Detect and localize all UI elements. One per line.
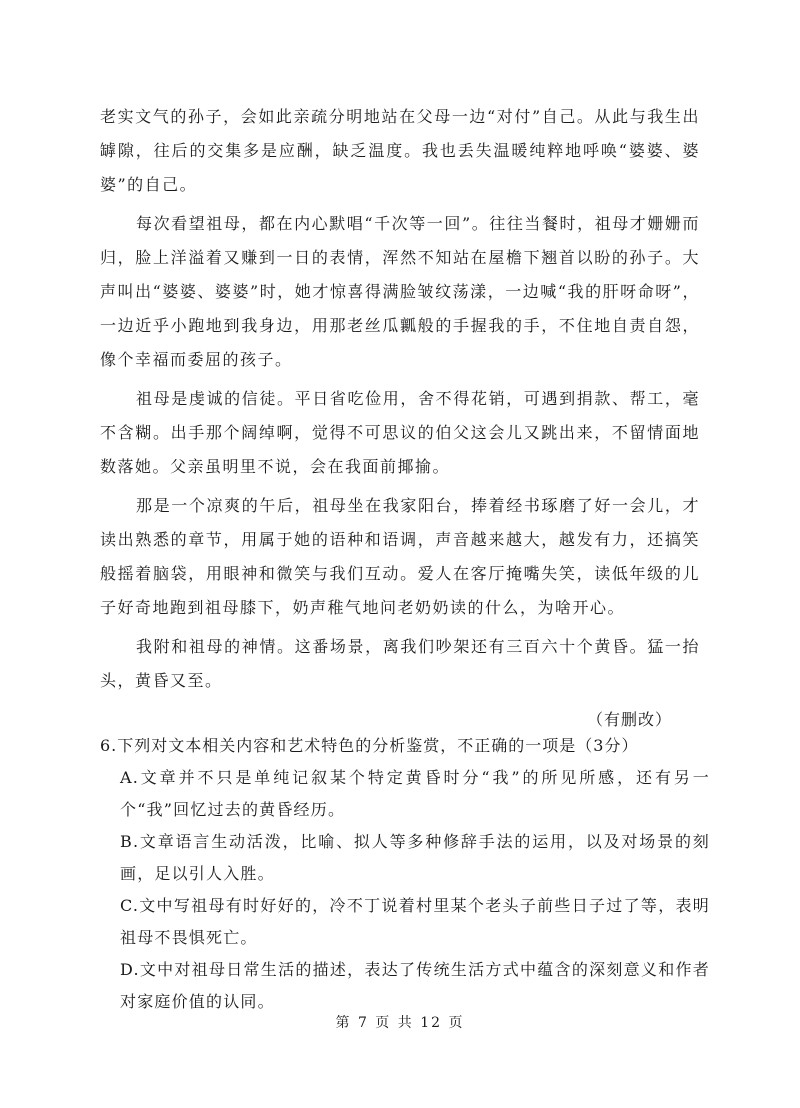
option-b: B.文章语言生动活泼，比喻、拟人等多种修辞手法的运用，以及对场景的刻画，足以引人入胜。 (120, 832, 710, 883)
question-stem: 6.下列对文本相关内容和艺术特色的分析鉴赏，不正确的一项是（3分） (100, 736, 639, 755)
article-paragraph: 老实文气的孙子，会如此亲疏分明地站在父母一边“对付”自己。从此与我生出罅隙，往后的交集多是应酬，缺乏温度。我也丢失温暖纯粹地呼唤“婆婆、婆婆”的自己。 (100, 107, 700, 194)
article-paragraph: 每次看望祖母，都在内心默唱“千次等一回”。往往当餐时，祖母才姗姗而归，脸上洋溢着又赚到一日的表情，浑然不知站在屋檐下翘首以盼的孙子。大声叫出“婆婆、婆婆”时，她才惊喜得满脸皱纹荡漾，一边喊“我的肝呀命呀”，一边近乎小跑地到我身边，用那老丝瓜瓤般的手握我的手，不住地自责自怨，像个幸福而委屈的孩子。 (100, 214, 700, 369)
source-note: （有删改） (586, 710, 672, 729)
article-paragraph: 那是一个凉爽的午后，祖母坐在我家阳台，捧着经书琢磨了好一会儿，才读出熟悉的章节，用属于她的语种和语调，声音越来越大，越发有力，还搞笑般摇着脑袋，用眼神和微笑与我们互动。爱人在客厅掩嘴失笑，读低年级的儿子好奇地跑到祖母膝下，奶声稚气地问老奶奶读的什么，为啥开心。 (100, 496, 700, 617)
option-a: A.文章并不只是单纯记叙某个特定黄昏时分“我”的所见所感，还有另一个“我”回忆过去的黄昏经历。 (120, 768, 710, 819)
option-c: C.文中写祖母有时好好的，冷不丁说着村里某个老头子前些日子过了等，表明祖母不畏惧死亡。 (120, 896, 710, 947)
question-block (100, 730, 710, 1018)
page-number: 第 7 页 共 12 页 (335, 1015, 465, 1031)
option-d: D.文中对祖母日常生活的描述，表达了传统生活方式中蕴含的深刻意义和作者对家庭价值的认同。 (120, 960, 710, 1011)
article-body (100, 100, 700, 737)
article-paragraph: 我附和祖母的神情。这番场景，离我们吵架还有三百六十个黄昏。猛一抬头，黄昏又至。 (100, 637, 700, 690)
article-paragraph: 祖母是虔诚的信徒。平日省吃俭用，舍不得花销，可遇到捐款、帮工，毫不含糊。出手那个阔绰啊，觉得不可思议的伯父这会儿又跳出来，不留情面地数落她。父亲虽明里不说，会在我面前揶揄。 (100, 389, 700, 476)
